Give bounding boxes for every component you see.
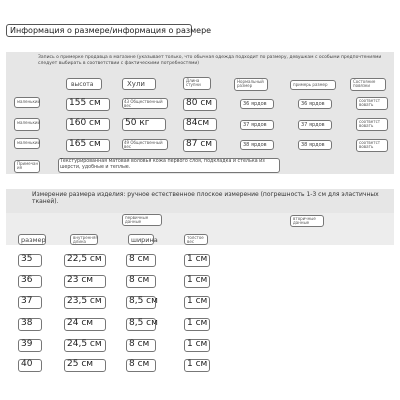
length-cell: 24,5 см — [64, 339, 106, 352]
size-cell: 37 — [18, 296, 42, 309]
normal-cell: 36 ярдов — [240, 99, 274, 109]
table2-note: Измерение размера изделия: ручное естественное плоское измерение (погрешность 1-3 см для эластичных тканей). — [32, 191, 379, 205]
heel-cell: 1 см — [184, 359, 210, 372]
row-label: маленький — [14, 97, 40, 108]
shoe-cell: 87 см — [183, 139, 217, 152]
try-cell: 38 ярдов — [298, 140, 332, 150]
size-cell: 36 — [18, 275, 42, 288]
size-cell: 40 — [18, 359, 42, 372]
heel-cell: 1 см — [184, 318, 210, 331]
heel-cell: 1 см — [184, 254, 210, 267]
length-cell: 22,5 см — [64, 254, 106, 267]
normal-cell: 37 ярдов — [240, 120, 274, 130]
heel-cell: 1 см — [184, 296, 210, 309]
size-cell: 38 — [18, 318, 42, 331]
length-cell: 23,5 см — [64, 296, 106, 309]
header-try: примерь размер — [290, 80, 336, 90]
shoe-cell: 80 см — [183, 98, 217, 111]
size-cell: 39 — [18, 339, 42, 352]
state-cell: соответст вовать — [356, 139, 388, 152]
width-cell: 8 см — [126, 275, 156, 288]
try-cell: 36 ярдов — [298, 99, 332, 109]
page-title: Информация о размере/информация о размере — [6, 24, 192, 37]
header-height: высота — [66, 78, 102, 90]
remark-text-content: Текстурированная матовая воловья кожа первого слоя, подкладка и стелька из шерсти, удобные и теплые. — [60, 159, 265, 170]
header-state: Состояние повязки — [350, 78, 386, 91]
remark-label: Примечан ия — [14, 160, 40, 173]
try-cell: 37 ярдов — [298, 120, 332, 130]
weight-cell: 43 Общественный вес — [122, 98, 168, 109]
width-cell: 8 см — [126, 339, 156, 352]
shoe-cell: 84см — [183, 118, 217, 131]
header-normal: Нормальный размер — [234, 78, 268, 91]
header-shoe: Длина ступни — [183, 77, 211, 90]
width-cell: 8 см — [126, 359, 156, 372]
row-label: маленький — [14, 138, 40, 149]
height-cell: 165 см — [66, 139, 110, 152]
heel-cell: 1 см — [184, 339, 210, 352]
header-width: ширина — [128, 234, 154, 245]
state-cell: соответст вовать — [356, 118, 388, 131]
length-cell: 25 см — [64, 359, 106, 372]
width-cell: 8,5 см — [126, 318, 156, 331]
header-weight: Хули — [122, 78, 156, 90]
primary-data-label: первичные данные — [122, 214, 162, 226]
width-cell: 8 см — [126, 254, 156, 267]
size-cell: 35 — [18, 254, 42, 267]
normal-cell: 38 ярдов — [240, 140, 274, 150]
weight-cell: 50 кг — [122, 118, 166, 131]
weight-cell: 49 Общественный вес — [122, 139, 168, 150]
header-heel: толстое вес — [184, 234, 208, 245]
header-inner-length: внутренняя длина — [70, 234, 98, 245]
length-cell: 23 см — [64, 275, 106, 288]
width-cell: 8,5 см — [126, 296, 156, 309]
header-size: размер — [18, 234, 46, 245]
secondary-data-label: вторичные данные — [290, 215, 324, 227]
state-cell: соответст вовать — [356, 97, 388, 110]
height-cell: 160 см — [66, 118, 110, 131]
heel-cell: 1 см — [184, 275, 210, 288]
row-label: маленький — [14, 118, 40, 131]
height-cell: 155 см — [66, 98, 110, 111]
length-cell: 24 см — [64, 318, 106, 331]
table1-note: Запись о примерке продавца в магазине (указывает только, что обычная одежда подходит по размеру, девушкам с особыми предпочтениями следует выбирать в соответствии с фактическими потребностями) — [38, 55, 382, 66]
